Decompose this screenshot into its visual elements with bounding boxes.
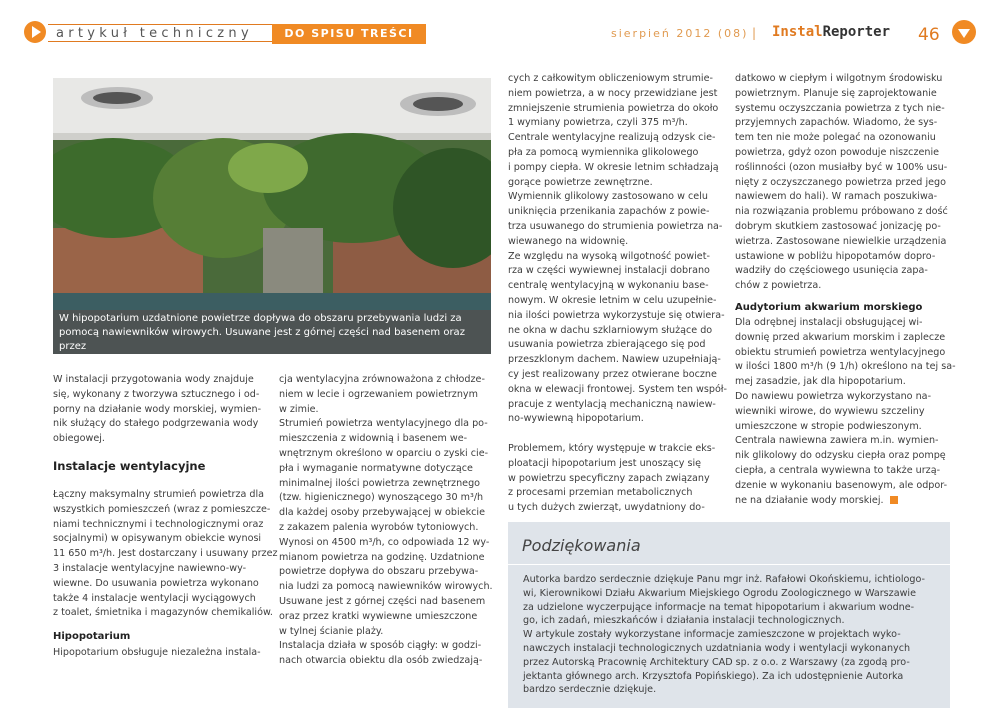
text-line: wiewne. Do usuwania powietrza wykonano (53, 577, 259, 589)
text-line: systemu oczyszczania powietrza z tych nie- (735, 102, 945, 114)
text-line: Problemem, który występuje w trakcie eks- (508, 442, 716, 454)
text-line: Łączny maksymalny strumień powietrza dla (53, 489, 265, 500)
text-line: Centrala nawiewna zawiera m.in. wymien- (735, 435, 939, 447)
text-line: dzenie w wykonaniu basenowym, ale odpor- (735, 479, 948, 491)
text-line: nia ilości powietrza wykorzystuje się otwiera- (508, 309, 725, 321)
text-line: tem ten nie może polegać na ozonowaniu (735, 132, 936, 144)
text-line: uniknięcia przenikania zapachów z powie- (508, 206, 710, 218)
header-separator: | (752, 26, 757, 40)
caption-line: kratki wywiewne umieszczone w tylnej ścianie plaży (59, 355, 321, 366)
text-line: oraz przez kratki wywiewne umieszczone (279, 610, 478, 622)
text-line: przez Autorską Pracownię Architektury CAD sp. z o.o. z Warszawy (za zgodą pro- (523, 656, 910, 668)
text-line: w powietrzu specyficzny zapach związany (508, 472, 710, 484)
text-line: socjalnymi) w opisywanym obiekcie wynosi (53, 533, 262, 545)
text-line: downię przed akwarium morskim i zaplecze (735, 331, 946, 343)
text-line: w zimie. (279, 403, 319, 415)
text-line: nawczych instalacji technologicznych uzdatniania wody i wentylacji wykonanych (523, 642, 911, 654)
text-line: wi, Kierownikowi Działu Akwarium Miejskiego Ogrodu Zoologicznego w Warszawie (523, 587, 916, 599)
text-line: ploatacji hipopotarium jest unoszący się (508, 457, 702, 469)
text-line: nia ludzi za pomocą nawiewników wirowych. (279, 581, 493, 593)
text-line: przyjemnych zapachów. Wiadomo, że sys- (735, 117, 938, 129)
text-line: chów z powietrza. (735, 280, 822, 292)
section-label: artykuł techniczny (48, 24, 272, 42)
text-line: przeszklonym dachem. Nawiew uzupełniają- (508, 354, 721, 366)
text-line: dobrym skutkiem zastosować jonizację po- (735, 220, 941, 232)
text-line: dla każdej osoby przebywającej w obiekcie (279, 507, 485, 519)
text-line: pła i wymaganie normatywne dotyczące (279, 462, 473, 474)
text-line: niami technicznymi i technologicznymi oraz (53, 518, 264, 530)
text-line: pracuje z wentylacją mechaniczną nawiew- (508, 398, 716, 410)
text-line: niem powietrza, a w nocy przewidziane jest (508, 87, 718, 99)
text-line: 3 instalacje wentylacyjne nawiewno-wy- (53, 562, 247, 574)
text-line: W artykule zostały wykorzystane informacje zamieszczone w projektach wyko- (523, 629, 901, 641)
text-line: minimalnej ilości powietrza zewnętrznego (279, 477, 481, 489)
text-line: Centrale wentylacyjne realizują odzysk cie- (508, 132, 716, 144)
text-line: go, ich zadań, mieszkańców i działania instalacji technologicznych. (523, 615, 845, 627)
text-line: zmniejszenie strumienia powietrza do około (508, 102, 719, 114)
acknowledgements-title: Podziękowania (522, 536, 641, 555)
heading-hippopotarium: Hipopotarium (53, 631, 131, 642)
text-line: w tylnej ścianie plaży. (279, 625, 384, 637)
text-line: Autorka bardzo serdecznie dziękuje Panu mgr inż. Rafałowi Okońskiemu, ichtiologo- (523, 574, 925, 585)
brand-logo-part-1: Instal (772, 24, 823, 40)
text-line: trza usuwanego do strumienia powietrza na- (508, 220, 723, 232)
text-line: w ilości 1800 m³/h (9 1/h) określono na tej sa- (735, 361, 956, 373)
text-line: roślinności (ozon musiałby być w 100% usu- (735, 161, 948, 173)
col1-intro (53, 373, 261, 447)
col1-hippo (53, 646, 261, 661)
text-line: Wynosi on 4500 m³/h, co odpowiada 12 wy- (279, 536, 490, 548)
text-line: usuwania powietrza zbierającego się pod (508, 339, 706, 351)
text-line: Dla odrębnej instalacji obsługującej wi- (735, 317, 923, 328)
text-line: powietrza, gdyż ozon powoduje niszczenie (735, 146, 940, 158)
text-line: okna w elewacji frontowej. System ten współ- (508, 383, 727, 395)
text-line: porny na działanie wody morskiej, wymien- (53, 403, 262, 415)
arrow-right-icon[interactable] (24, 21, 46, 43)
text-line: nik glikolowy do odzysku ciepła oraz pompę (735, 450, 946, 462)
text-line-last (735, 494, 956, 509)
text-line: datkowo w ciepłym i wilgotnym środowisku (735, 73, 943, 84)
text-line: Instalacja działa w sposób ciągły: w godzi- (279, 640, 482, 652)
text-line: centralę wentylacyjną w wykonaniu base- (508, 280, 709, 292)
page-number: 46 (918, 25, 940, 45)
caption-line: pomocą nawiewników wirowych. Usuwane jest z górnej części nad basenem oraz przez (59, 327, 465, 352)
text-line: cja wentylacyjna zrównoważona z chłodze- (279, 374, 485, 385)
text-line: cy jest realizowany przez otwierane boczne (508, 368, 717, 380)
brand-logo (772, 24, 890, 40)
caption-line: W hipopotarium uzdatnione powietrze dopływa do obszaru przebywania ludzi za (59, 313, 462, 324)
text-line: mej zasadzie, jak dla hipopotarium. (735, 376, 906, 388)
text-line: powietrznym. Planuje się zaprojektowanie (735, 87, 937, 99)
text-line: 11 650 m³/h. Jest dostarczany i usuwany przez (53, 548, 278, 560)
text-line: Hipopotarium obsługuje niezależna instala- (53, 647, 261, 658)
text-line: cych z całkowitym obliczeniowym strumie- (508, 73, 713, 84)
text-line: obiegowej. (53, 433, 105, 445)
text-line: W instalacji przygotowania wody znajduje (53, 374, 254, 385)
text-line: ne okna w dachu szklarniowym służące do (508, 324, 713, 336)
text-line: Do nawiewu powietrza wykorzystano na- (735, 390, 932, 402)
text-line: i pompy ciepła. W okresie letnim schładzają (508, 161, 719, 173)
col1-ventilation (53, 488, 278, 621)
text-line: ciepła, a centrala wywiewna to także urzą- (735, 464, 941, 476)
issue-date: sierpień 2012 (08) (611, 27, 749, 40)
text-line: pła za pomocą wymiennika glikolowego (508, 146, 699, 158)
text-line: rza w części wywiewnej instalacji dobrano (508, 265, 710, 277)
heading-auditorium: Audytorium akwarium morskiego (735, 302, 923, 313)
text-line: u tych dużych zwierząt, uwydatniony do- (508, 502, 705, 514)
brand-logo-part-2: Reporter (822, 24, 891, 40)
text-line: wnętrznym określono w oparciu o zyski cie- (279, 447, 489, 459)
acknowledgements-text (523, 573, 925, 697)
text-line: się, wykonany z tworzywa sztucznego i od- (53, 388, 260, 400)
text-line: Ze względu na wysoką wilgotność powiet- (508, 250, 710, 262)
text-line: umieszczone w stropie podwieszonym. (735, 420, 922, 432)
photo-caption (53, 310, 491, 366)
text-line: obiektu strumień powietrza wentylacyjnego (735, 346, 946, 358)
text-line: z toalet, śmietnika i magazynów chemikaliów. (53, 607, 273, 619)
text-line: jektanta głównego arch. Krzysztofa Popińskiego). Za ich udostępnienie Autorka (523, 670, 904, 682)
heading-ventilation: Instalacje wentylacyjne (53, 459, 206, 473)
text-line: wadziły do częściowego usunięcia zapa- (735, 265, 928, 277)
text-line: (tzw. higienicznego) wynoszącego 30 m³/h (279, 492, 484, 504)
text-line: mianom powietrza na godzinę. Uzdatnione (279, 551, 485, 563)
text-line: z zakazem palenia wyrobów tytoniowych. (279, 521, 479, 533)
toc-button[interactable]: DO SPISU TREŚCI (272, 24, 426, 44)
text-line: nawiewem do hali). W ramach poszukiwa- (735, 191, 938, 203)
text-line: wietrza. Zastosowane niewielkie urządzenia (735, 235, 947, 247)
col4-auditorium (735, 316, 956, 508)
text-line: także 4 instalacje wentylacji wyciągowych (53, 592, 256, 604)
col3-text (508, 72, 727, 516)
text-line: wiewanego na widownię. (508, 235, 629, 247)
text-line: wszystkich pomieszczeń (wraz z pomieszcze- (53, 503, 271, 515)
text-line: powietrze dopływa do obszaru przebywa- (279, 566, 479, 578)
text-line: gorące powietrze zewnętrzne. (508, 176, 653, 188)
text-line (508, 427, 727, 442)
text-line: Usuwane jest z górnej części nad basenem (279, 595, 486, 607)
text-line: no-wywiewną hipopotarium. (508, 413, 644, 425)
acknowledgements-divider (508, 564, 950, 565)
text-line: nięty z oczyszczanego powietrza przed jego (735, 176, 946, 188)
text-line: niem w lecie i ogrzewaniem powietrznym (279, 388, 478, 400)
text-line: z procesami przemian metabolicznych (508, 487, 693, 499)
text-line: Wymiennik glikolowy zastosowano w celu (508, 191, 708, 203)
text-line: nowym. W okresie letnim w celu uzupełnie- (508, 294, 717, 306)
text-line: bardzo serdecznie dziękuje. (523, 684, 657, 696)
text-line: nik służący do stałego podgrzewania wody (53, 418, 259, 430)
text-line: ustawione w pobliżu hipopotamów dopro- (735, 250, 936, 262)
text-line: ne na działanie wody morskiej. (735, 494, 884, 506)
text-line: za udzielone wyczerpujące informacje na temat hipopotarium i akwarium wodne- (523, 601, 915, 613)
text-line: Strumień powietrza wentylacyjnego dla po- (279, 418, 488, 430)
col4-text (735, 72, 948, 294)
text-line: wiewniki wirowe, do wywiewu szczeliny (735, 405, 925, 417)
col2-text (279, 373, 493, 669)
arrow-down-icon[interactable] (952, 20, 976, 44)
end-of-article-icon (890, 496, 898, 504)
text-line: nia rozwiązania problemu próbowano z dość (735, 206, 948, 218)
text-line: mieszczenia z widownią i basenem we- (279, 433, 468, 445)
text-line: nach otwarcia obiektu dla osób zwiedzają- (279, 655, 483, 667)
text-line: 1 wymiany powietrza, czyli 375 m³/h. (508, 117, 688, 129)
